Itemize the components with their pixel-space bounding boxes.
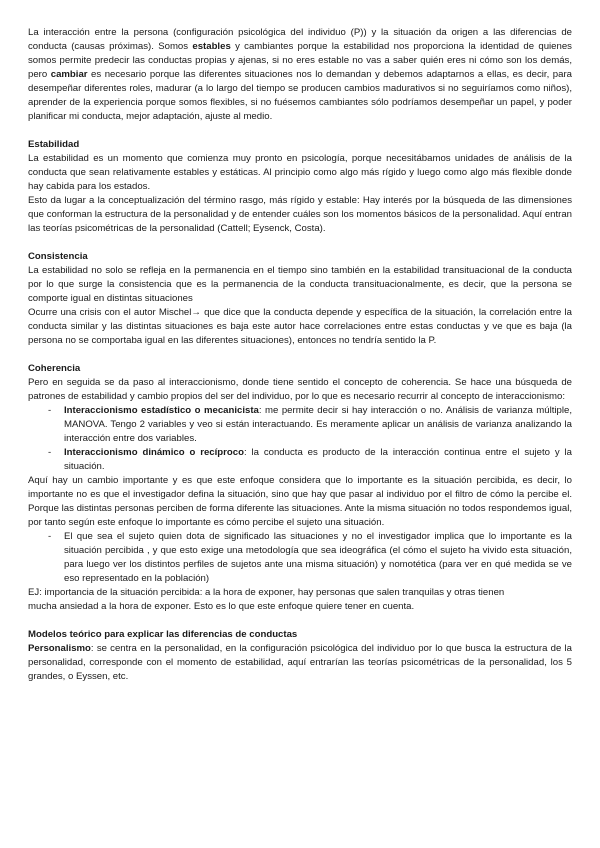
heading-modelos: Modelos teórico para explicar las diferencias de conductas [28, 629, 298, 640]
list-item: - El que sea el sujeto quien dota de significado las situaciones y no el investigador implica que lo importante es la situación percibida , y que esto exige una metodología que sea ideográfica (el cómo el sujeto ha vivido esta situación, para luego ver los distintos perfiles de sujetos ante una misma situación) y nomotética (para ver en qué medida se ve eso representado en la población) [48, 531, 572, 584]
heading-estabilidad: Estabilidad [28, 139, 80, 150]
consistencia-paragraph-2: Ocurre una crisis con el autor Mischel→ que dice que la conducta depende y específica de la situación, la correlación entre la conducta similar y las distintas situaciones es baja este autor hace correlaciones entre estas conductas y ve que es baja (la persona no se comportaba igual en las diferentes situaciones), entonces no tendría sentido la P. [28, 307, 572, 346]
estables-bold: estables [192, 41, 231, 52]
personalismo-paragraph: Personalismo: se centra en la personalidad, en la configuración psicológica del individuo por lo que busca la estructura de la personalidad, corresponde con el momento de estabilidad, aquí entrarían las teorías psicométricas de la personalidad, los 5 grandes, o Eyssen, etc. [28, 643, 572, 682]
cambiar-bold: cambiar [50, 69, 88, 80]
intro-paragraph: La interacción entre la persona (configuración psicológica del individuo (P)) y la situación da origen a las diferencias de conducta (causas próximas). Somos estables y cambiantes porque la estabilidad nos proporciona la identidad de quienes somos permite predecir las conductas propias y ajenas, si no eres estable no vas a saber quién eres ni cómo son los demás, pero cambiar es necesario porque las diferentes situaciones nos lo demandan y debemos adaptarnos a ellas, es decir, para desempeñar diferentes roles, madurar (a lo largo del tiempo se producen cambios madurativos si no seguiríamos como niños), aprender de la experiencia porque somos flexibles, si no fuésemos cambiantes sólo podríamos desempeñar un papel, y poder planificar mi conducta, mejor adaptación, ajuste al medio. [28, 27, 572, 122]
ejemplo-line-2: mucha ansiedad a la hora de exponer. Esto es lo que este enfoque quiere tener en cuenta. [28, 601, 415, 612]
estabilidad-paragraph-2: Esto da lugar a la conceptualización del término rasgo, más rígido y estable: Hay interés por la búsqueda de las dimensiones que conforman la estructura de la personalidad y de entender cuáles son los momentos básicos de la personalidad. Aquí entran las teorías psicométricas de la personalidad (Cattell; Eysenck, Costa). [28, 195, 572, 234]
interaccionismo-list [28, 404, 572, 474]
ejemplo-line-1: EJ: importancia de la situación percibida: a la hora de exponer, hay personas que salen tranquilas y otras tienen [28, 587, 505, 598]
list-item: - Interaccionismo estadístico o mecanicista: me permite decir si hay interacción o no. Análisis de varianza múltiple, MANOVA. Tengo 2 variables y veo si están interactuando. Es meramente aplicar un análisis de varianza analizando la interacción entre dos variables. [48, 405, 572, 444]
coherencia-paragraph-2: Aquí hay un cambio importante y es que este enfoque considera que lo importante es la situación percibida, es decir, lo importante no es que el investigador defina la situación, sino que hay que pasar al individuo por el filtro de cómo la percibe el. Porque las distintas personas perciben de forma diferente las situaciones. Ante la misma situación no todos respondemos igual, por tanto según este enfoque lo importante es cómo percibe el sujeto una situación. [28, 475, 572, 528]
list-item: - Interaccionismo dinámico o recíproco: la conducta es producto de la interacción continua entre el sujeto y la situación. [48, 447, 572, 472]
estabilidad-paragraph-1: La estabilidad es un momento que comienza muy pronto en psicología, porque necesitábamos unidades de análisis de la conducta que sean relativamente estables y estáticas. Al principio como algo más rígido y luego como algo más flexible donde hay cabida para los estados. [28, 153, 572, 192]
heading-consistencia: Consistencia [28, 251, 88, 262]
consistencia-paragraph-1: La estabilidad no solo se refleja en la permanencia en el tiempo sino también en la estabilidad transituacional de la conducta por lo que surge la consistencia que es la permanencia de la conducta transituacionalmente, es decir, que la persona se comporte igual en distintas situaciones [28, 265, 572, 304]
situacion-list [28, 530, 572, 586]
heading-coherencia: Coherencia [28, 363, 81, 374]
coherencia-paragraph-1: Pero en seguida se da paso al interaccionismo, donde tiene sentido el concepto de coherencia. Se hace una búsqueda de patrones de estabilidad y cambio propios del ser del individuo, por lo que es necesario recurrir al concepto de interaccionismo: [28, 377, 572, 402]
